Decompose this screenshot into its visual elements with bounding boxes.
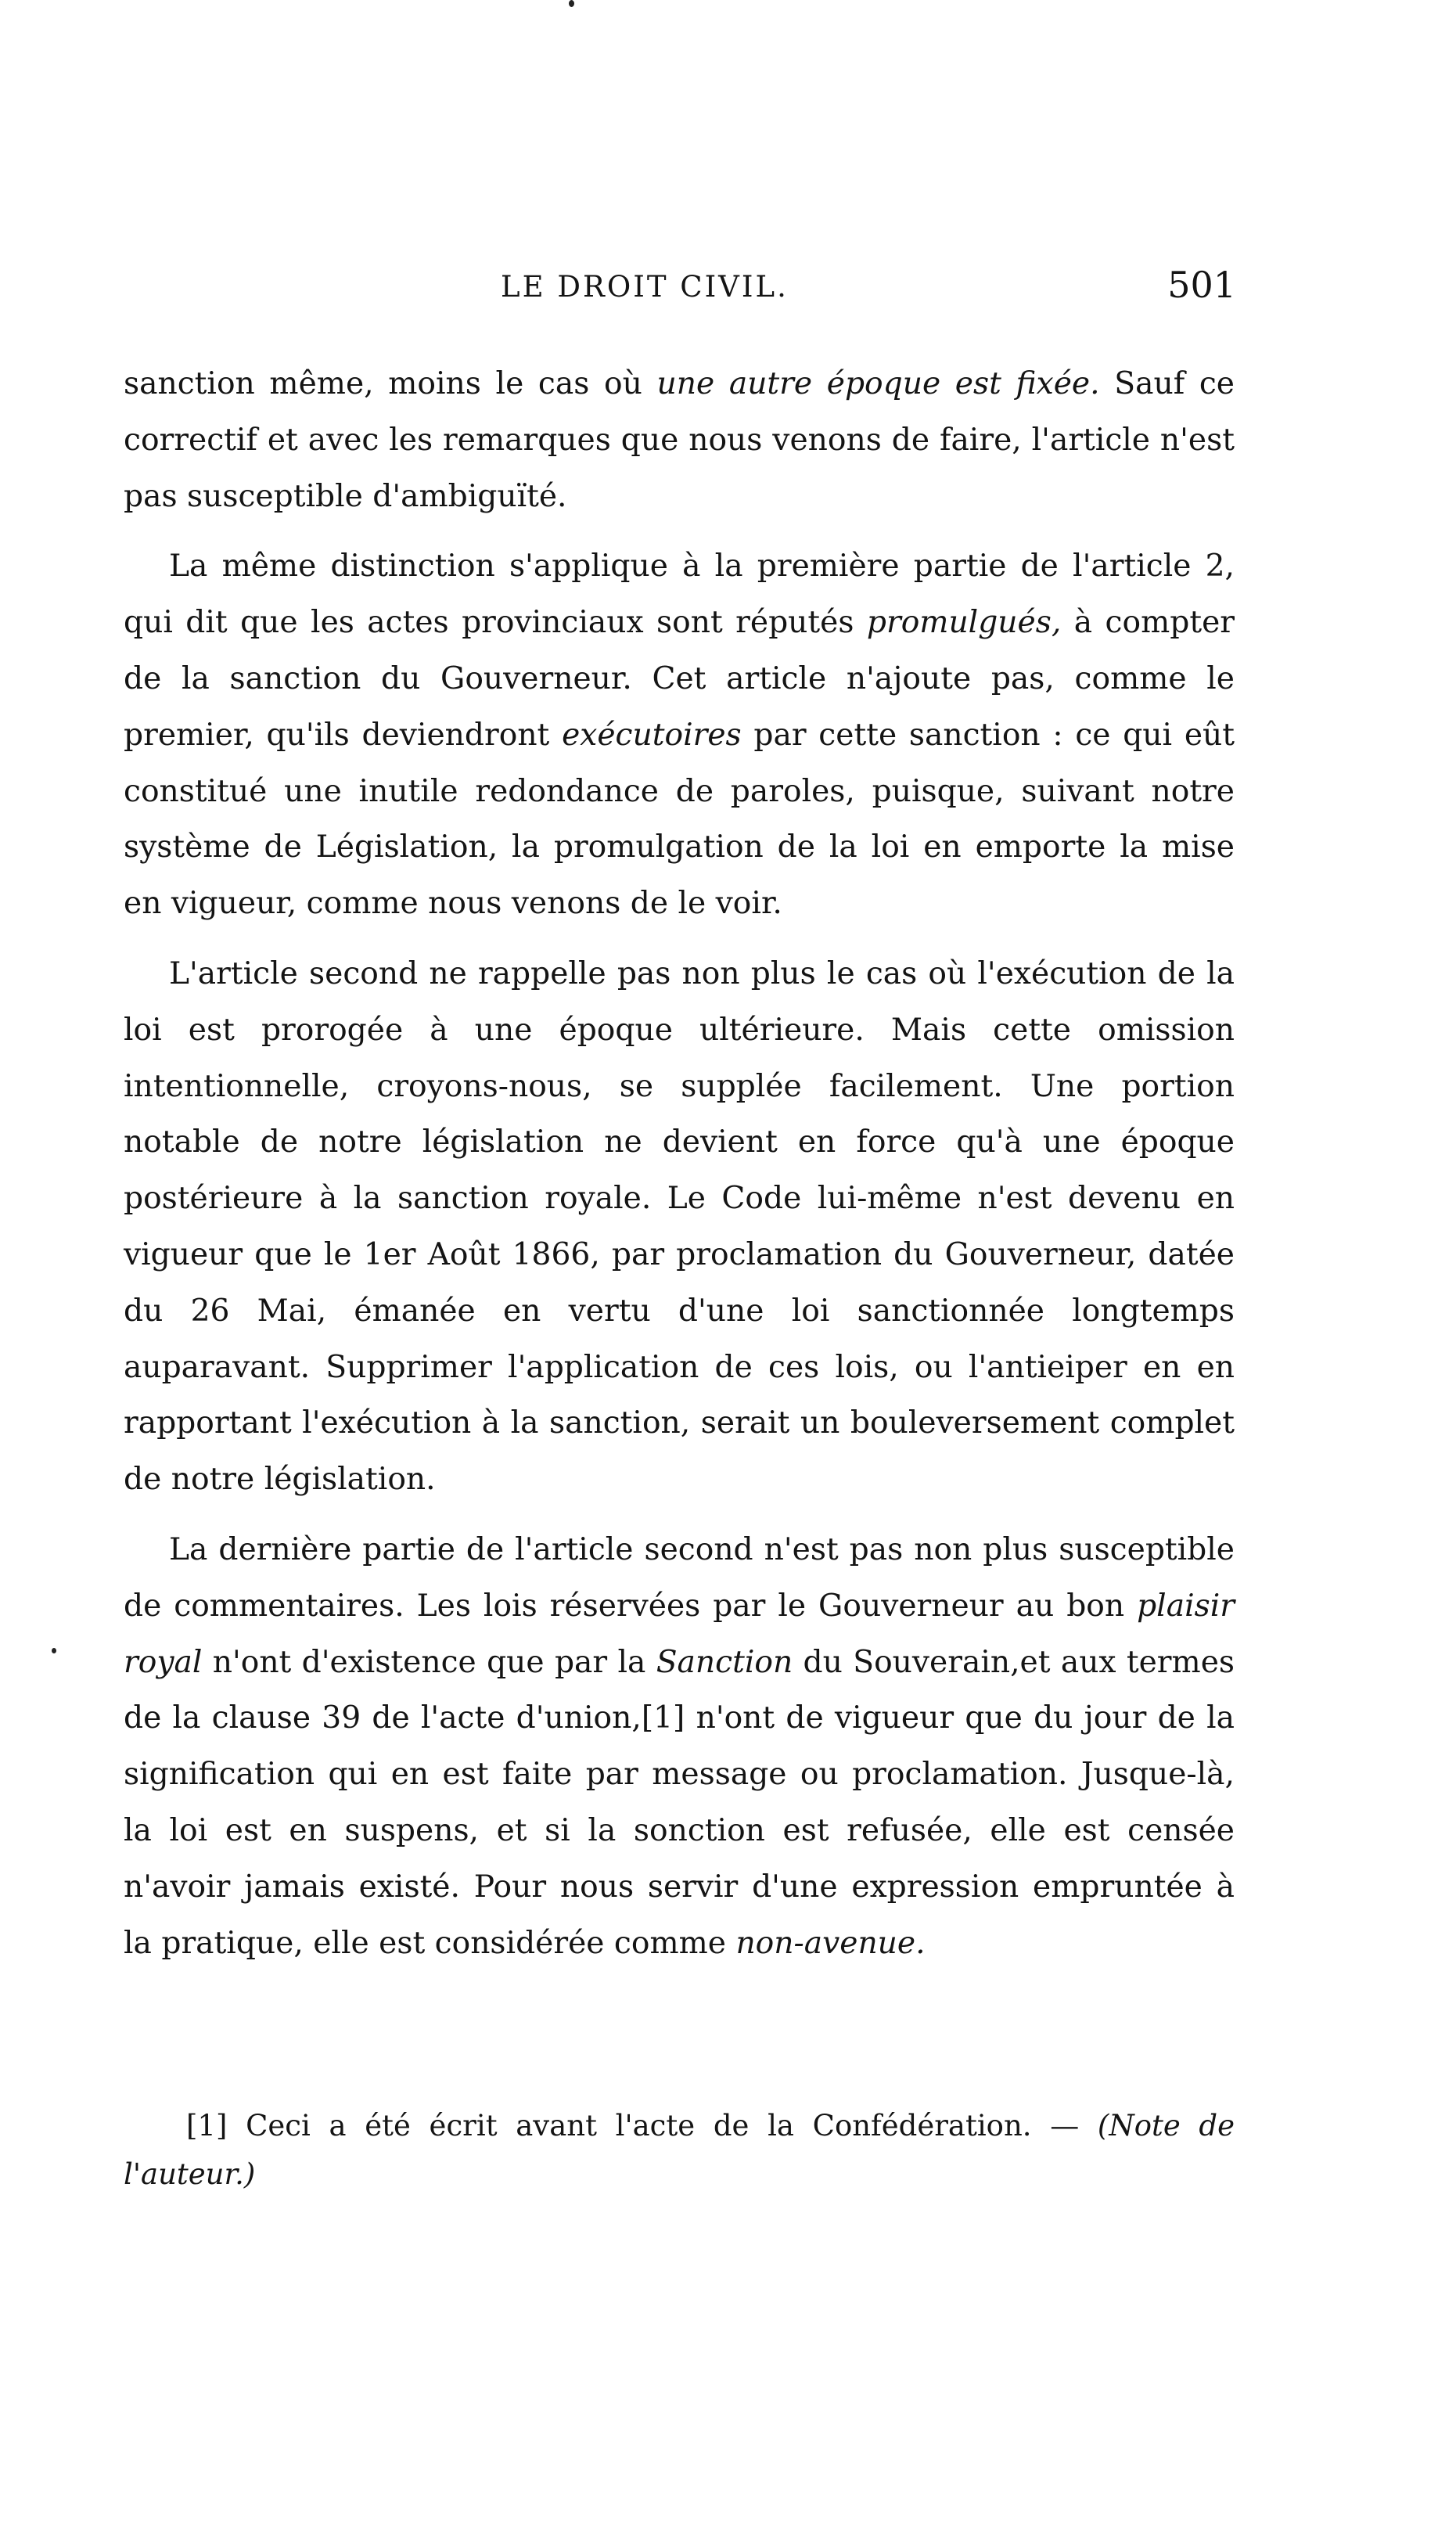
page-header bbox=[125, 264, 1236, 325]
italic-run: exécutoires bbox=[562, 717, 742, 753]
text-run: par cette sanction : ce qui eût constitué une inutile redondance de paroles, puisque, suivant notre système de Législation, la promulgation de la loi en emporte la mise en vigueur, comme nous venons de le voir. bbox=[124, 717, 1235, 922]
paragraph bbox=[124, 538, 1235, 932]
italic-run: plaisir royal bbox=[124, 1588, 1235, 1680]
running-head: LE DROIT CIVIL. bbox=[501, 270, 789, 304]
text-run: L'article second ne rappelle pas non plus le cas où l'exécution de la loi est prorogée à une époque ultérieure. Mais cette omission intentionnelle, croyons-nous, se supplée facilement. Une portion notable de notre législation ne devient en force qu'à une époque postérieure à la sanction royale. Le Code lui-même n'est devenu en vigueur que le 1er Août 1866, par proclamation du Gouverneur, datée du 26 Mai, émanée en vertu d'une loi sanctionnée longtemps auparavant. Supprimer l'application de ces lois, ou l'antieiper en en rapportant l'exécution à la sanction, serait un bouleversement complet de notre législation. bbox=[124, 955, 1235, 1498]
footnote bbox=[124, 2102, 1235, 2199]
italic-run: non-avenue. bbox=[735, 1925, 926, 1961]
italic-run: Sanction bbox=[656, 1644, 793, 1680]
ink-speck bbox=[569, 0, 574, 7]
text-run: du Souverain,et aux termes de la clause 39 de l'acte d'union,[1] n'ont de vigueur que du jour de la signification qui en est faite par message ou proclamation. Jusque-là, la loi est en suspens, et si la sonction est refusée, elle est censée n'avoir jamais existé. Pour nous servir d'une expression empruntée à la pratique, elle est considérée comme bbox=[124, 1644, 1235, 1961]
footnote-text: [1] Ceci a été écrit avant l'acte de la Confédération. — bbox=[186, 2109, 1080, 2142]
footnote-attribution: (Note de l'auteur.) bbox=[124, 2109, 1235, 2191]
text-run: Sauf ce correctif et avec les remarques que nous venons de faire, l'article n'est pas susceptible d'ambiguïté. bbox=[124, 366, 1235, 514]
paragraph bbox=[124, 946, 1235, 1508]
text-run: à compter de la sanction du Gouverneur. Cet article n'ajoute pas, comme le premier, qu'ils deviendront bbox=[124, 605, 1235, 753]
text-run: La dernière partie de l'article second n'est pas non plus susceptible de commentaires. Les lois réservées par le Gouverneur au bon bbox=[124, 1531, 1235, 1624]
italic-run: promulgués, bbox=[866, 605, 1062, 641]
text-run: La même distinction s'applique à la première partie de l'article 2, qui dit que les actes provinciaux sont réputés bbox=[124, 549, 1235, 641]
page-number: 501 bbox=[1167, 264, 1236, 306]
body-text bbox=[124, 356, 1235, 1971]
text-run: sanction même, moins le cas où bbox=[124, 366, 657, 401]
ink-speck bbox=[52, 1648, 56, 1653]
italic-run: une autre époque est fixée. bbox=[656, 366, 1100, 401]
paragraph bbox=[124, 1522, 1235, 1971]
paragraph bbox=[124, 356, 1235, 524]
text-run: n'ont d'existence que par la bbox=[202, 1644, 656, 1680]
